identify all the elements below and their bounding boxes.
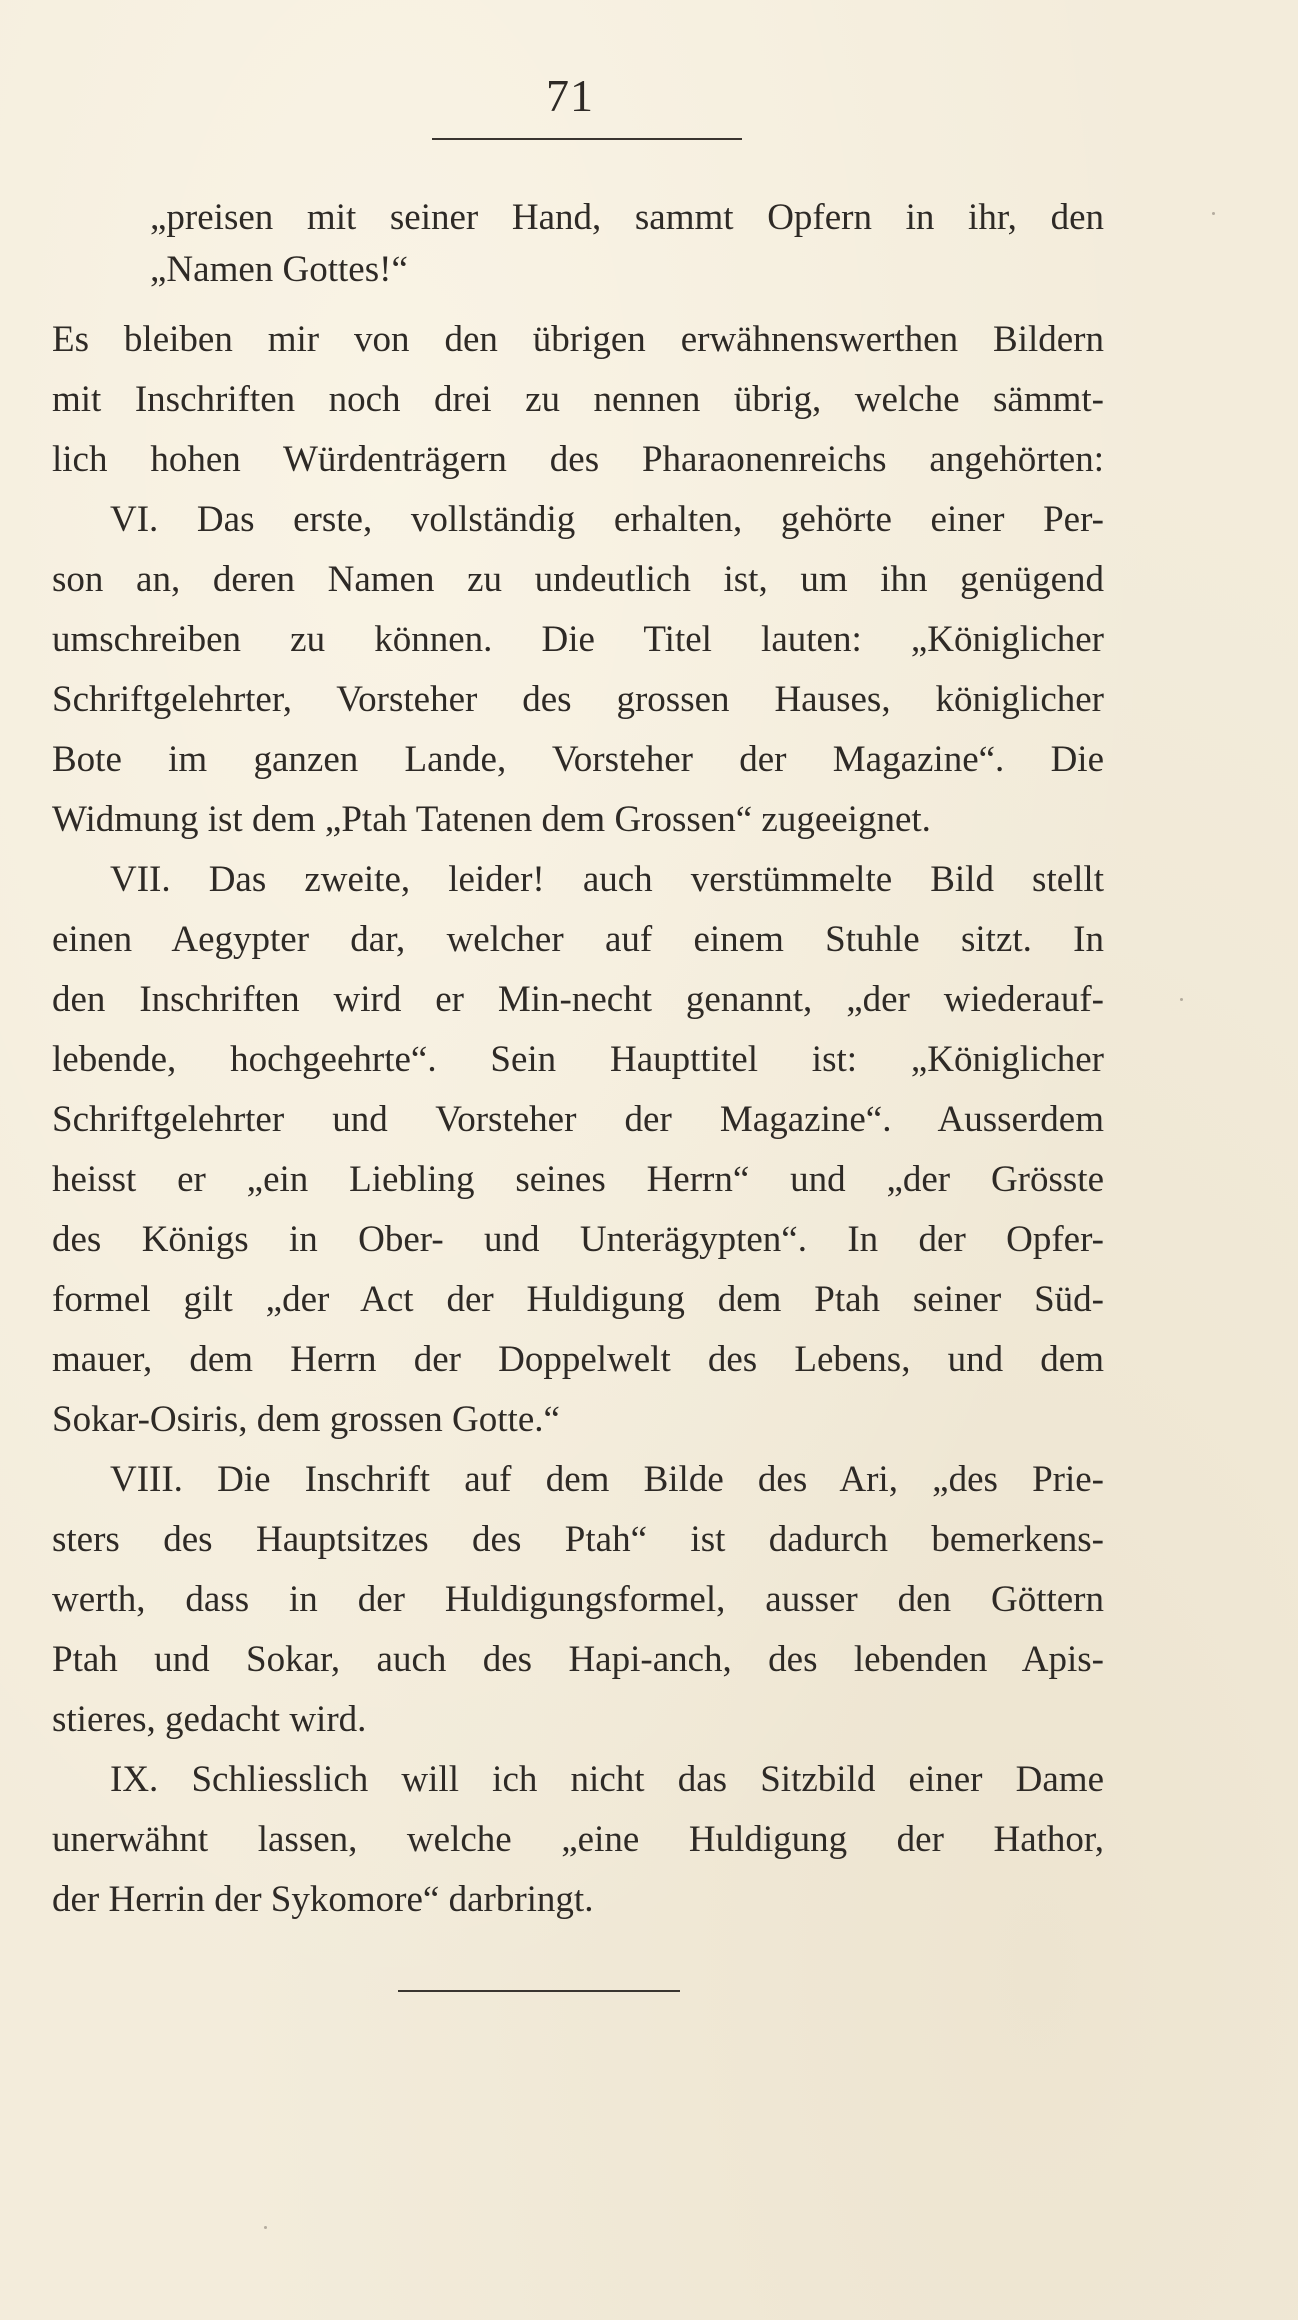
text-line: mit Inschriften noch drei zu nennen übrig, welche sämmt- xyxy=(52,379,1104,420)
text-line: Widmung ist dem „Ptah Tatenen dem Grossen“ zugeeignet. xyxy=(52,799,931,840)
text-line: VI. Das erste, vollständig erhalten, gehörte einer Per- xyxy=(110,499,1104,540)
text-line: heisst er „ein Liebling seines Herrn“ und „der Grösste xyxy=(52,1159,1104,1200)
text-line: Sokar-Osiris, dem grossen Gotte.“ xyxy=(52,1399,560,1440)
text-line: lich hohen Würdenträgern des Pharaonenreichs angehörten: xyxy=(52,439,1104,480)
footer-rule xyxy=(398,1990,680,1992)
text-line: den Inschriften wird er Min-necht genannt, „der wiederauf- xyxy=(52,979,1104,1020)
text-line: des Königs in Ober- und Unterägypten“. In der Opfer- xyxy=(52,1219,1104,1260)
text-line: stieres, gedacht wird. xyxy=(52,1699,367,1740)
text-line: VIII. Die Inschrift auf dem Bilde des Ari, „des Prie- xyxy=(110,1459,1104,1500)
text-line: Schriftgelehrter, Vorsteher des grossen Hauses, königlicher xyxy=(52,679,1104,720)
paper-speck xyxy=(1212,212,1215,215)
text-line: lebende, hochgeehrte“. Sein Haupttitel ist: „Königlicher xyxy=(52,1039,1104,1080)
text-line: formel gilt „der Act der Huldigung dem Ptah seiner Süd- xyxy=(52,1279,1104,1320)
page-number: 71 xyxy=(546,70,594,121)
header-rule xyxy=(432,138,742,140)
text-line: Ptah und Sokar, auch des Hapi-anch, des lebenden Apis- xyxy=(52,1639,1104,1680)
text-line: sters des Hauptsitzes des Ptah“ ist dadurch bemerkens- xyxy=(52,1519,1104,1560)
text-line: Bote im ganzen Lande, Vorsteher der Magazine“. Die xyxy=(52,739,1104,780)
text-line: umschreiben zu können. Die Titel lauten: „Königlicher xyxy=(52,619,1104,660)
text-line: „preisen mit seiner Hand, sammt Opfern in ihr, den xyxy=(150,197,1104,238)
text-line: mauer, dem Herrn der Doppelwelt des Lebens, und dem xyxy=(52,1339,1104,1380)
text-line: son an, deren Namen zu undeutlich ist, um ihn genügend xyxy=(52,559,1104,600)
paper-speck xyxy=(1180,998,1183,1001)
text-line: der Herrin der Sykomore“ darbringt. xyxy=(52,1879,594,1920)
text-line: Schriftgelehrter und Vorsteher der Magazine“. Ausserdem xyxy=(52,1099,1104,1140)
text-line: werth, dass in der Huldigungsformel, ausser den Göttern xyxy=(52,1579,1104,1620)
paper-speck xyxy=(264,2226,267,2229)
text-line: Es bleiben mir von den übrigen erwähnenswerthen Bildern xyxy=(52,319,1104,360)
text-line: IX. Schliesslich will ich nicht das Sitzbild einer Dame xyxy=(110,1759,1104,1800)
text-line: VII. Das zweite, leider! auch verstümmelte Bild stellt xyxy=(110,859,1104,900)
text-line: unerwähnt lassen, welche „eine Huldigung der Hathor, xyxy=(52,1819,1104,1860)
text-line: einen Aegypter dar, welcher auf einem Stuhle sitzt. In xyxy=(52,919,1104,960)
text-line: „Namen Gottes!“ xyxy=(150,249,408,290)
